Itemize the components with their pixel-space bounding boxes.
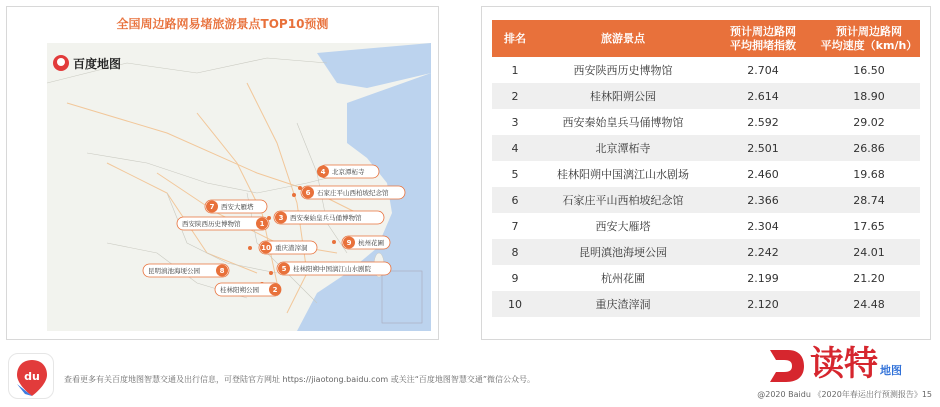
header-speed-line2: 平均速度（km/h）	[820, 38, 918, 52]
table-row	[492, 265, 920, 291]
poi-marker[interactable]	[267, 211, 384, 224]
table-row	[492, 57, 920, 83]
cell-index: 2.304	[708, 213, 818, 239]
header-name	[538, 20, 708, 57]
poi-name: 重庆渣滓洞	[275, 244, 308, 252]
table-header-row	[492, 20, 920, 57]
table-row	[492, 135, 920, 161]
poi-marker[interactable]	[269, 262, 391, 275]
ranking-table	[492, 20, 920, 317]
poi-name: 杭州花圃	[358, 239, 384, 247]
table-row	[492, 239, 920, 265]
cell-rank: 6	[492, 187, 538, 213]
dutelogo-d-icon	[766, 346, 806, 386]
cell-index: 2.120	[708, 291, 818, 317]
header-speed	[818, 20, 920, 57]
poi-rank: 6	[305, 189, 311, 197]
cell-name: 北京潭柘寺	[538, 135, 708, 161]
cell-index: 2.366	[708, 187, 818, 213]
cell-rank: 4	[492, 135, 538, 161]
table-row	[492, 187, 920, 213]
brand-te-label: 特	[844, 344, 878, 384]
map-baidu-logo	[53, 55, 121, 71]
cell-rank: 8	[492, 239, 538, 265]
cell-rank: 9	[492, 265, 538, 291]
header-speed-line1: 预计周边路网	[836, 24, 902, 38]
cell-name: 昆明滇池海埂公园	[538, 239, 708, 265]
cell-rank: 3	[492, 109, 538, 135]
cell-rank: 7	[492, 213, 538, 239]
poi-rank: 10	[261, 244, 271, 252]
poi-rank: 2	[272, 286, 278, 294]
cell-speed: 29.02	[818, 109, 920, 135]
poi-name: 西安秦始皇兵马俑博物馆	[290, 214, 362, 222]
poi-rank: 8	[219, 267, 225, 275]
cell-name: 桂林阳朔公园	[538, 83, 708, 109]
baidu-map-app-icon	[8, 353, 54, 399]
cell-name: 西安秦始皇兵马俑博物馆	[538, 109, 708, 135]
cell-speed: 19.68	[818, 161, 920, 187]
poi-name: 北京潭柘寺	[332, 168, 365, 176]
poi-rank: 9	[346, 239, 352, 247]
brand-du-label: 读	[810, 344, 844, 384]
cell-index: 2.614	[708, 83, 818, 109]
poi-name: 石家庄平山西柏坡纪念馆	[317, 189, 389, 197]
poi-marker[interactable]	[177, 217, 269, 230]
header-index-line2: 平均拥堵指数	[730, 38, 796, 52]
poi-marker[interactable]	[292, 186, 405, 199]
header-rank	[492, 20, 538, 57]
map-panel	[6, 6, 439, 340]
cell-speed: 21.20	[818, 265, 920, 291]
cell-rank: 1	[492, 57, 538, 83]
cell-rank: 5	[492, 161, 538, 187]
poi-rank: 7	[209, 203, 215, 211]
cell-speed: 18.90	[818, 83, 920, 109]
table-row	[492, 83, 920, 109]
cell-speed: 24.48	[818, 291, 920, 317]
cell-rank: 10	[492, 291, 538, 317]
poi-name: 桂林阳朔中国漓江山水剧院	[293, 265, 371, 273]
south-sea-inset	[382, 271, 422, 323]
poi-rank: 4	[320, 168, 326, 176]
cell-speed: 28.74	[818, 187, 920, 213]
table-row	[492, 291, 920, 317]
header-rank-label: 排名	[504, 31, 526, 45]
cell-speed: 24.01	[818, 239, 920, 265]
header-index-line1: 预计周边路网	[730, 24, 796, 38]
footer-info: 查看更多有关百度地图智慧交通及出行信息，可登陆官方网址 https://jiaotong.baidu.com 或关注“百度地图智慧交通”微信公众号。	[64, 375, 535, 384]
cell-name: 杭州花圃	[538, 265, 708, 291]
poi-name: 西安大雁塔	[221, 203, 254, 211]
china-map	[47, 43, 431, 331]
cell-speed: 17.65	[818, 213, 920, 239]
cell-name: 桂林阳朔中国漓江山水剧场	[538, 161, 708, 187]
map-canvas	[47, 43, 431, 331]
poi-name: 桂林阳朔公园	[220, 286, 259, 294]
cell-name: 西安大雁塔	[538, 213, 708, 239]
poi-marker[interactable]	[143, 264, 229, 277]
poi-rank: 5	[281, 265, 287, 273]
table-row	[492, 109, 920, 135]
brand-map-label: 地图	[880, 364, 902, 377]
ranking-panel	[481, 6, 931, 340]
map-title: 全国周边路网易堵旅游景点TOP10预测	[116, 17, 329, 31]
cell-index: 2.460	[708, 161, 818, 187]
app-icon-text: du	[24, 370, 40, 383]
poi-marker[interactable]	[332, 236, 390, 249]
header-name-label: 旅游景点	[601, 31, 645, 45]
poi-name: 昆明滇池海埂公园	[148, 267, 200, 275]
header-index	[708, 20, 818, 57]
cell-name: 西安陕西历史博物馆	[538, 57, 708, 83]
cell-index: 2.242	[708, 239, 818, 265]
cell-speed: 16.50	[818, 57, 920, 83]
cell-index: 2.704	[708, 57, 818, 83]
copyright-text: @2020 Baidu 《2020年春运出行预测报告》15	[757, 390, 932, 399]
cell-index: 2.501	[708, 135, 818, 161]
cell-index: 2.592	[708, 109, 818, 135]
cell-index: 2.199	[708, 265, 818, 291]
map-logo-text: 百度地图	[73, 57, 122, 71]
poi-name: 西安陕西历史博物馆	[182, 220, 241, 228]
cell-rank: 2	[492, 83, 538, 109]
cell-name: 石家庄平山西柏坡纪念馆	[538, 187, 708, 213]
table-row	[492, 213, 920, 239]
poi-rank: 3	[278, 214, 284, 222]
brand-du-char	[810, 344, 878, 384]
table-row	[492, 161, 920, 187]
poi-rank: 1	[259, 220, 265, 228]
cell-speed: 26.86	[818, 135, 920, 161]
poi-marker[interactable]	[215, 282, 281, 296]
cell-name: 重庆渣滓洞	[538, 291, 708, 317]
baidu-pin-icon	[9, 354, 55, 400]
poi-marker[interactable]	[248, 241, 317, 254]
